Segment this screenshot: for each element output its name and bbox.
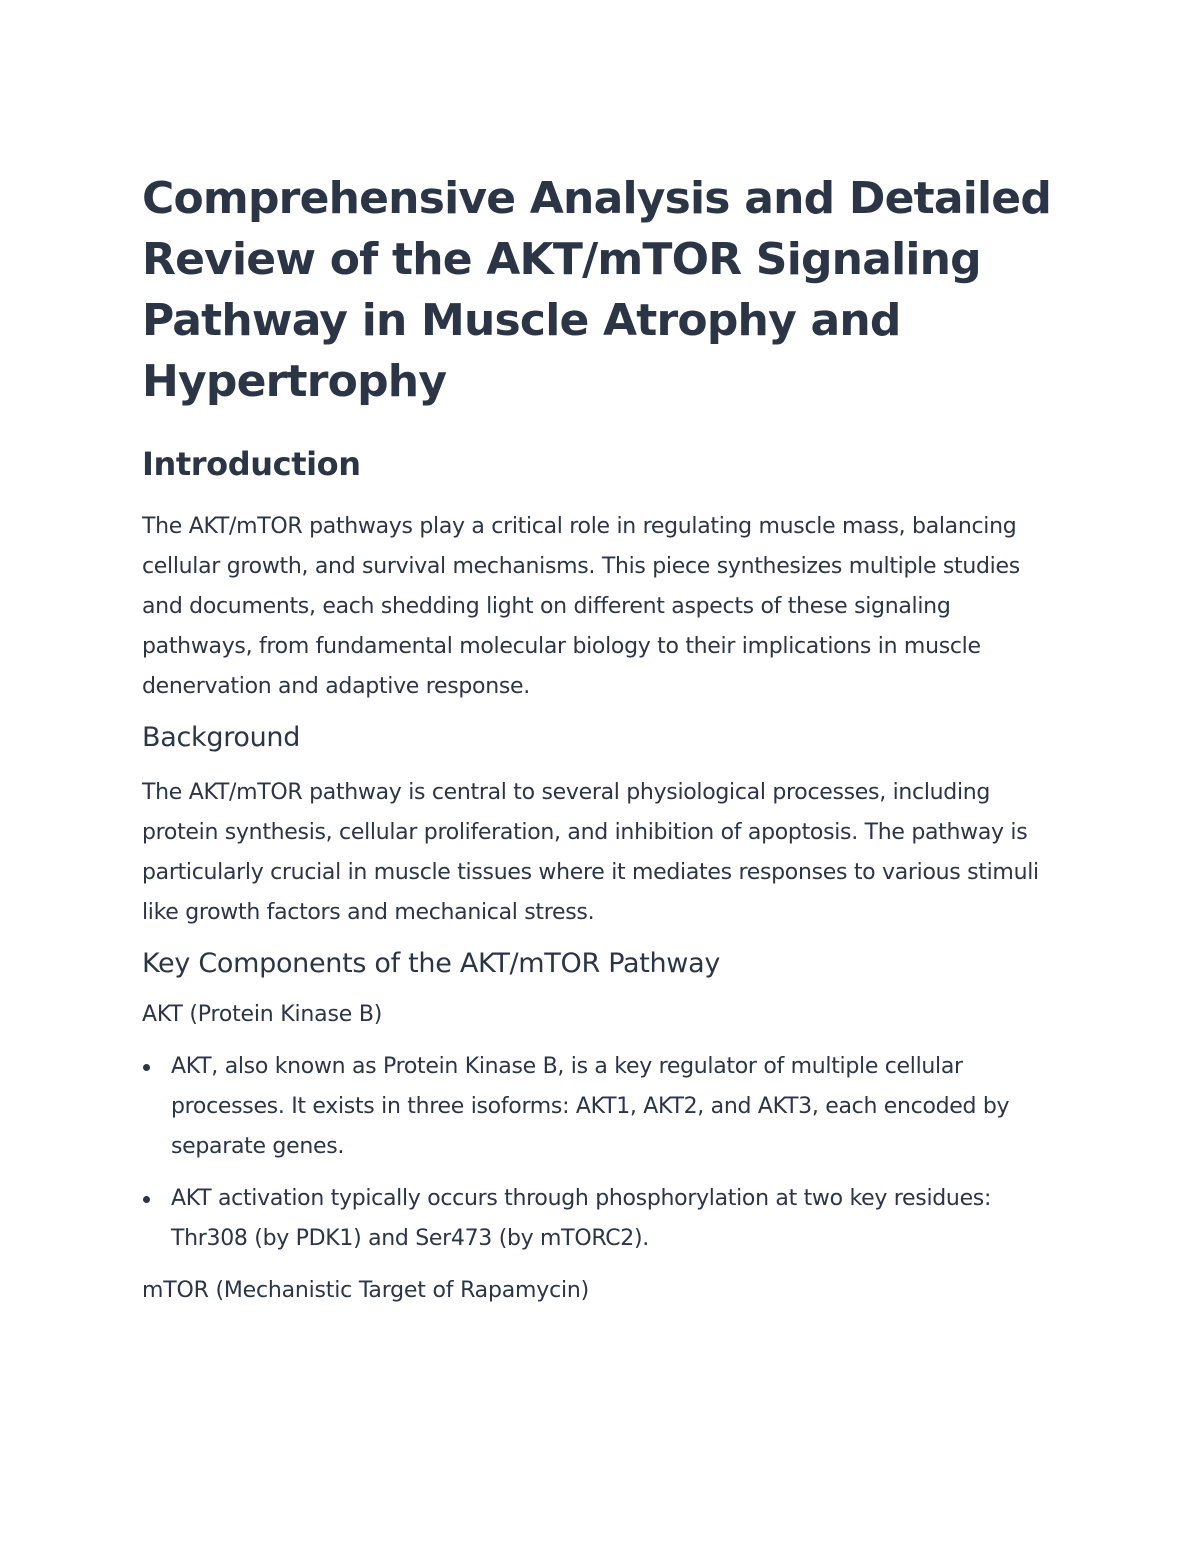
key-components-section — [142, 945, 1060, 1307]
background-section — [142, 719, 1060, 933]
introduction-section — [142, 442, 1060, 707]
akt-bullet-list — [142, 1047, 1060, 1259]
introduction-paragraph: The AKT/mTOR pathways play a critical role in regulating muscle mass, balancing cellular growth, and survival mechanisms. This piece synthesizes multiple studies and documents, each shedding light on different aspects of these signaling pathways, from fundamental molecular biology to their implications in muscle denervation and adaptive response. — [142, 514, 1020, 699]
list-item — [142, 1047, 1060, 1167]
list-item-text: AKT, also known as Protein Kinase B, is a key regulator of multiple cellular processes. It exists in three isoforms: AKT1, AKT2, and AKT3, each encoded by separate genes. — [171, 1054, 1010, 1159]
akt-heading: AKT (Protein Kinase B) — [142, 1002, 383, 1027]
list-item — [142, 1179, 1060, 1259]
introduction-heading: Introduction — [142, 445, 361, 483]
background-heading: Background — [142, 722, 301, 753]
background-paragraph: The AKT/mTOR pathway is central to several physiological processes, including protein synthesis, cellular proliferation, and inhibition of apoptosis. The pathway is particularly crucial in muscle tissues where it mediates responses to various stimuli like growth factors and mechanical stress. — [142, 780, 1039, 925]
document-title: Comprehensive Analysis and Detailed Review of the AKT/mTOR Signaling Pathway in Muscle Atrophy and Hypertrophy — [142, 173, 1052, 407]
mtor-heading: mTOR (Mechanistic Target of Rapamycin) — [142, 1278, 589, 1303]
key-components-heading: Key Components of the AKT/mTOR Pathway — [142, 948, 721, 979]
bullet-icon — [143, 1196, 150, 1203]
list-item-text: AKT activation typically occurs through phosphorylation at two key residues: Thr308 (by PDK1) and Ser473 (by mTORC2). — [171, 1186, 992, 1251]
bullet-icon — [143, 1064, 150, 1071]
